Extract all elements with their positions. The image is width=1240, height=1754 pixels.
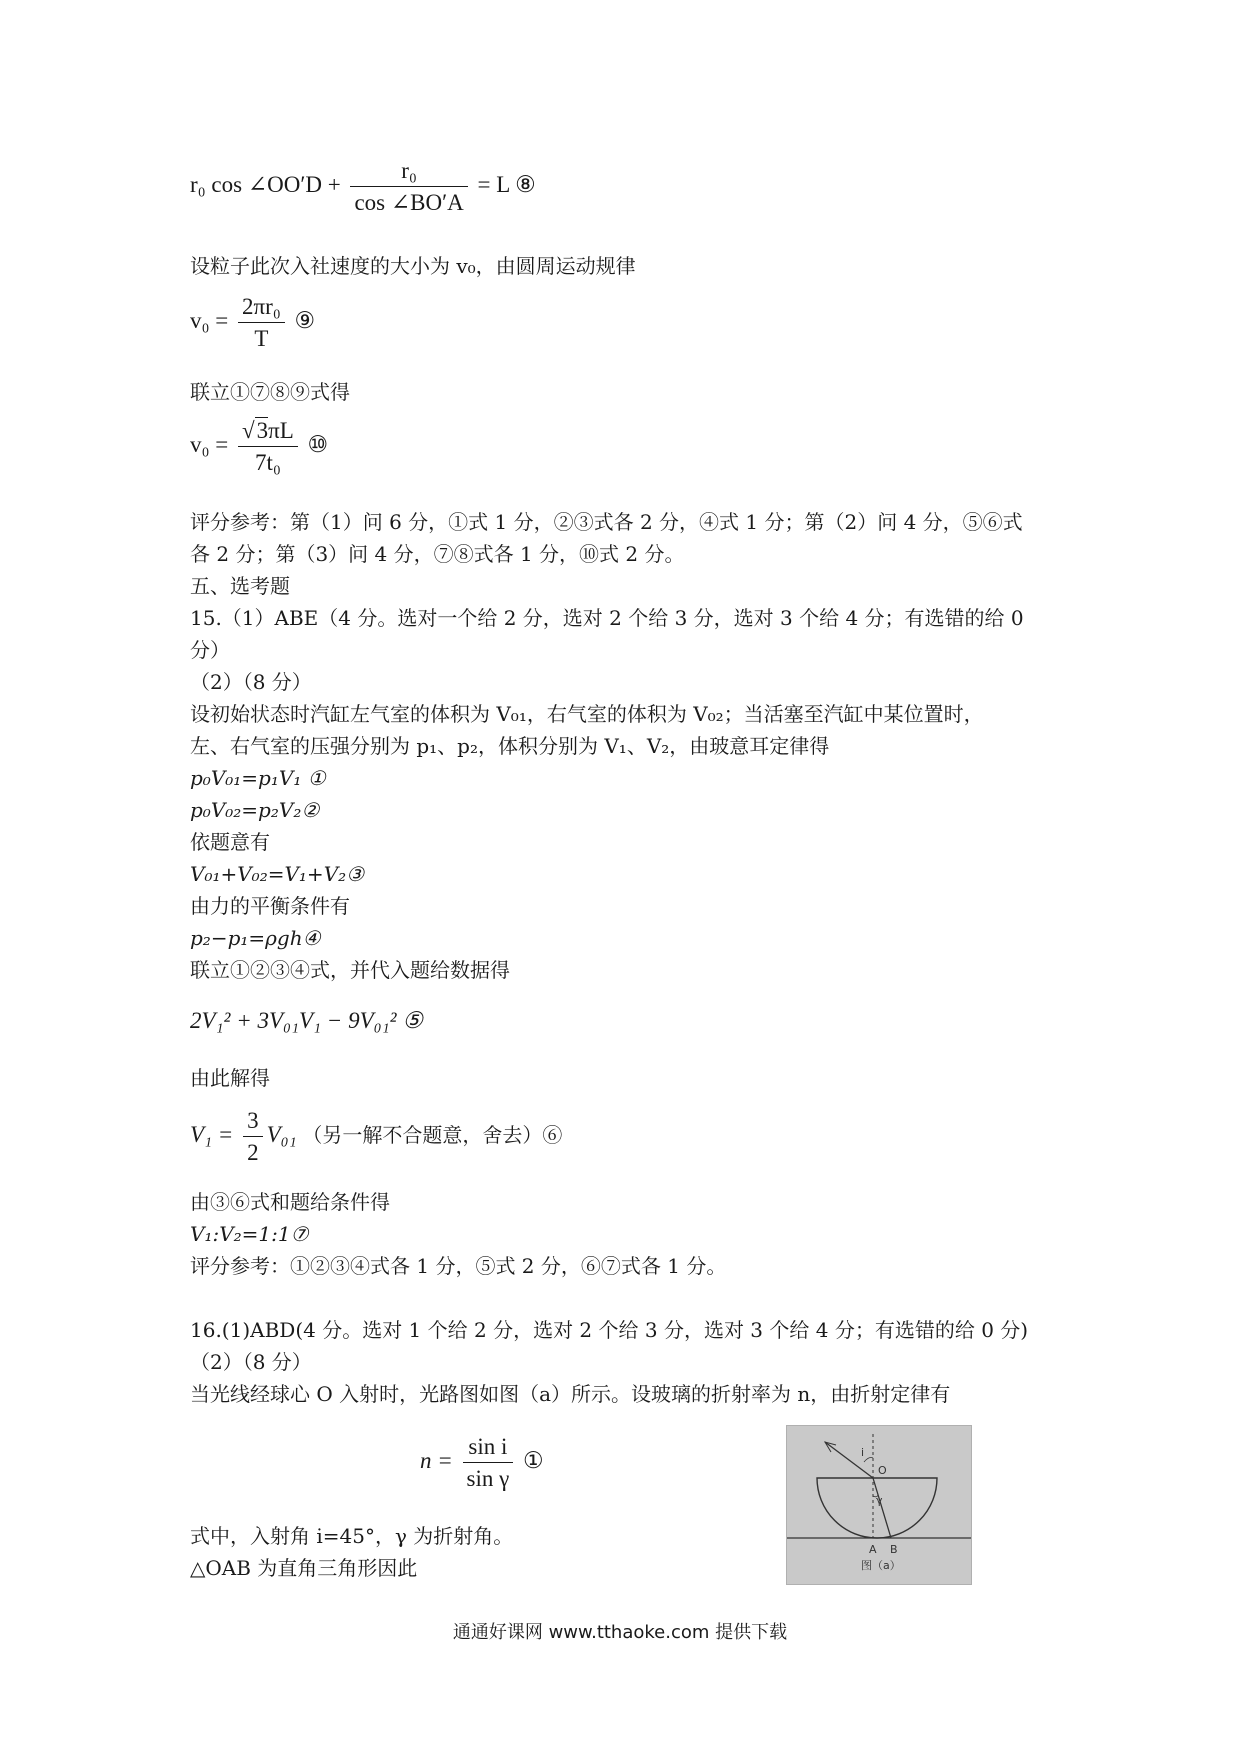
eq6-lhs: V₁ = [190, 1122, 234, 1148]
figure-a [786, 1425, 972, 1585]
equation-10 [190, 418, 328, 476]
label-A: A [869, 1543, 877, 1556]
q16-triangle: △OAB 为直角三角形因此 [190, 1556, 418, 1580]
refracted-ray [873, 1478, 891, 1538]
eq10-numerator-rest: πL [268, 418, 294, 443]
angle-i-arc [864, 1458, 873, 1463]
q16-text: 当光线经球心 O 入射时，光路图如图（a）所示。设玻璃的折射率为 n，由折射定律有 [190, 1382, 951, 1406]
label-i: i [861, 1446, 865, 1459]
q16-eq1-denominator: sin γ [466, 1466, 510, 1492]
q16-part1: 16.(1)ABD(4 分。选对 1 个给 2 分，选对 2 个给 3 分，选对 3 个给 4 分；有选错的给 0 分) [190, 1318, 1029, 1342]
eq8-denominator: cos ∠BO′A [354, 190, 464, 216]
q15-eq-7: V₁:V₂=1:1⑦ [190, 1222, 309, 1246]
label-B: B [890, 1543, 898, 1556]
eq8-rhs: = L ⑧ [477, 172, 536, 198]
eq6-numerator: 3 [243, 1108, 263, 1137]
q15-combine: 联立①②③④式，并代入题给数据得 [190, 958, 510, 982]
score-ref-1-line2: 各 2 分；第（3）问 4 分，⑦⑧式各 1 分，⑩式 2 分。 [190, 542, 685, 566]
eq10-radicand: 3 [256, 418, 269, 443]
eq9-numerator: 2πr₀ [238, 294, 285, 323]
q16-eq1-tag: ① [523, 1448, 544, 1474]
eq8-fraction [350, 158, 467, 216]
eq10-tag: ⑩ [307, 432, 329, 458]
sqrt-symbol: √3 [242, 418, 269, 443]
q15-eq-2: p₀V₀₂=p₂V₂② [190, 798, 320, 822]
q16-eq1-lhs: n = [420, 1448, 453, 1474]
section-heading: 五、选考题 [190, 574, 290, 598]
q16-note: 式中，入射角 i=45°，γ 为折射角。 [190, 1524, 514, 1548]
label-O: O [878, 1464, 887, 1477]
eq9-lhs: v₀ = [190, 308, 229, 334]
q15-eq-5: 2V₁² + 3V₀₁V₁ − 9V₀₁² ⑤ [190, 1008, 423, 1033]
q15-score-ref: 评分参考：①②③④式各 1 分，⑤式 2 分，⑥⑦式各 1 分。 [190, 1254, 727, 1278]
eq10-lhs: v₀ = [190, 432, 229, 458]
para-combine-1: 联立①⑦⑧⑨式得 [190, 380, 350, 404]
q16-part2-head: （2）（8 分） [190, 1350, 312, 1374]
q16-eq1-fraction [463, 1434, 514, 1492]
eq9-tag: ⑨ [294, 308, 316, 334]
hemisphere [817, 1478, 937, 1538]
q15-text-2: 左、右气室的压强分别为 p₁、p₂，体积分别为 V₁、V₂，由玻意耳定律得 [190, 734, 830, 758]
q15-eq-1: p₀V₀₁=p₁V₁ ① [190, 766, 326, 790]
eq6-note: （另一解不合题意，舍去）⑥ [302, 1123, 563, 1148]
footer: 通通好课网 www.tthaoke.com 提供下载 [452, 1622, 788, 1643]
q15-eq-3: V₀₁+V₀₂=V₁+V₂③ [190, 862, 365, 886]
equation-8 [190, 158, 536, 216]
q15-text-1: 设初始状态时汽缸左气室的体积为 V₀₁，右气室的体积为 V₀₂；当活塞至汽缸中某位置时， [190, 702, 984, 726]
equation-9 [190, 294, 315, 352]
q15-eq-4: p₂−p₁=ρgh④ [190, 926, 321, 950]
optics-diagram [787, 1426, 971, 1584]
score-ref-1-line1: 评分参考：第（1）问 6 分，①式 1 分，②③式各 2 分，④式 1 分；第（2）问 4 分，⑤⑥式 [190, 510, 1023, 534]
q15-condition: 依题意有 [190, 830, 270, 854]
q15-part2-head: （2）（8 分） [190, 670, 312, 694]
eq8-lhs: r₀ cos ∠OO′D + [190, 172, 341, 198]
figure-caption: 图（a） [861, 1559, 901, 1572]
eq8-numerator: r₀ [350, 158, 467, 187]
eq9-denominator: T [254, 326, 269, 352]
q15-part1-line1: 15.（1）ABE（4 分。选对一个给 2 分，选对 2 个给 3 分，选对 3 个给 4 分；有选错的给 0 [190, 606, 1024, 630]
eq6-fraction [243, 1108, 263, 1166]
eq10-fraction [238, 418, 298, 476]
q15-part1-line2: 分） [190, 638, 230, 662]
q16-eq1-numerator: sin i [463, 1434, 514, 1463]
label-gamma: γ [876, 1494, 883, 1507]
q15-eq-6 [190, 1108, 562, 1166]
q15-solve: 由此解得 [190, 1066, 270, 1090]
eq10-numerator [238, 418, 298, 447]
q15-force-balance: 由力的平衡条件有 [190, 894, 350, 918]
q15-from-conditions: 由③⑥式和题给条件得 [190, 1190, 390, 1214]
eq9-fraction [238, 294, 285, 352]
eq10-denominator: 7t₀ [254, 450, 281, 476]
q16-eq-1 [420, 1434, 544, 1492]
para-v0: 设粒子此次入社速度的大小为 v₀，由圆周运动规律 [190, 254, 636, 278]
eq6-rhs: V₀₁ [266, 1122, 297, 1148]
eq6-denominator: 2 [247, 1140, 259, 1166]
